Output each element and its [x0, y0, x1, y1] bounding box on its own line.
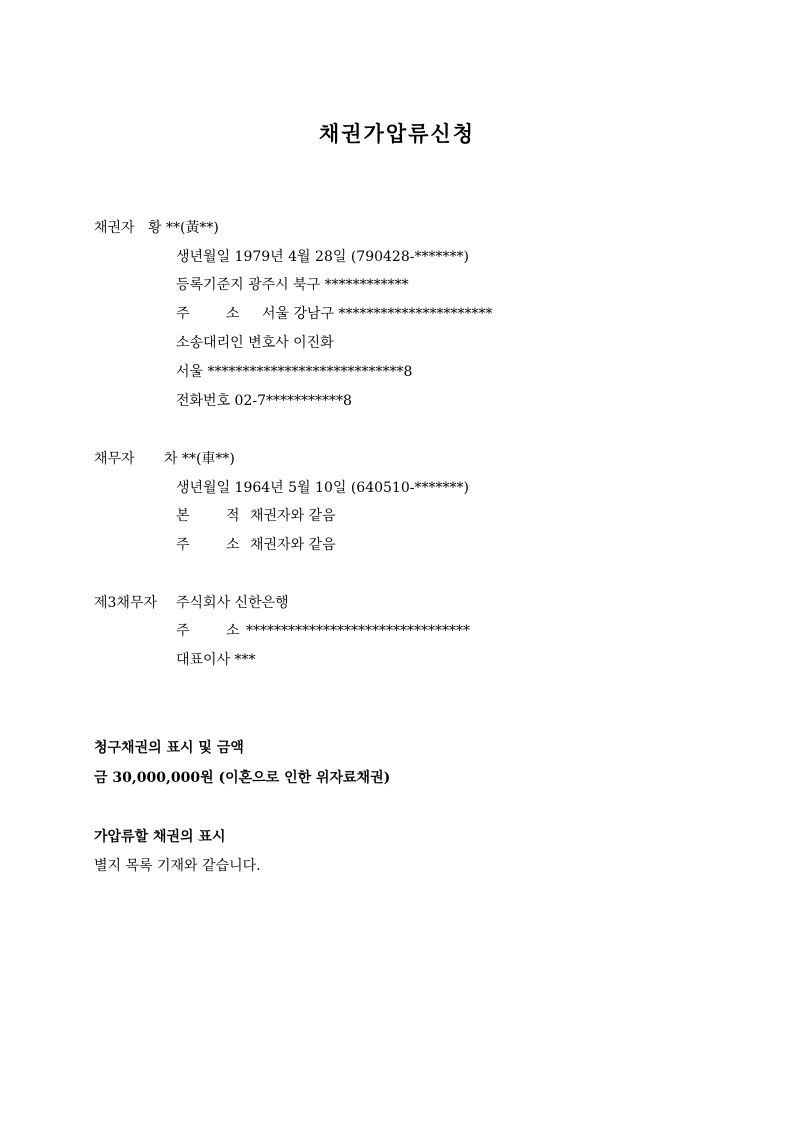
- debtor-label: 채무자: [94, 451, 135, 467]
- debtor-address: 채권자와 같음: [250, 537, 336, 553]
- debtor-name: 차 **(車**): [164, 451, 235, 467]
- creditor-label: 채권자: [94, 220, 135, 236]
- third-debtor-name: 주식회사 신한은행: [176, 595, 289, 611]
- third-debtor-address-label-a: 주: [176, 623, 190, 639]
- third-debtor-address-label-b: 소: [226, 623, 240, 639]
- debtor-origin: 채권자와 같음: [250, 508, 336, 524]
- creditor-phone: 전화번호 02-7***********8: [176, 393, 352, 409]
- creditor-registry: 등록기준지 광주시 북구 ************: [176, 277, 409, 293]
- creditor-attorney: 소송대리인 변호사 이진화: [176, 335, 334, 351]
- third-debtor-label: 제3채무자: [94, 595, 158, 611]
- claim-heading: 청구채권의 표시 및 금액: [94, 740, 244, 756]
- debtor-origin-label-a: 본: [176, 508, 190, 524]
- third-debtor-address-line: [176, 622, 470, 640]
- seizure-heading: 가압류할 채권의 표시: [94, 829, 226, 845]
- seizure-description: 별지 목록 기재와 같습니다.: [94, 858, 261, 874]
- creditor-name: 황 **(黃**): [148, 220, 219, 236]
- creditor-address-line: [176, 305, 493, 323]
- debtor-address-label-a: 주: [176, 537, 190, 553]
- creditor-birth: 생년월일 1979년 4월 28일 (790428-*******): [176, 249, 469, 265]
- debtor-origin-line: [176, 507, 336, 525]
- debtor-address-label-b: 소: [226, 537, 240, 553]
- creditor-address-label-b: 소: [226, 306, 240, 322]
- creditor-address-label-a: 주: [176, 306, 190, 322]
- debtor-line: [94, 450, 235, 468]
- creditor-address: 서울 강남구 **********************: [262, 306, 493, 322]
- third-debtor-line: [94, 594, 289, 612]
- creditor-line: [94, 219, 219, 237]
- third-debtor-representative: 대표이사 ***: [176, 652, 256, 668]
- claim-amount: 금 30,000,000원 (이혼으로 인한 위자료채권): [94, 770, 391, 786]
- creditor-attorney-address: 서울 ****************************8: [176, 364, 413, 380]
- third-debtor-address: ********************************: [246, 623, 470, 639]
- debtor-birth: 생년월일 1964년 5월 10일 (640510-*******): [176, 480, 469, 496]
- debtor-origin-label-b: 적: [226, 508, 240, 524]
- debtor-address-line: [176, 536, 336, 554]
- document-title: 채권가압류신청: [318, 121, 475, 146]
